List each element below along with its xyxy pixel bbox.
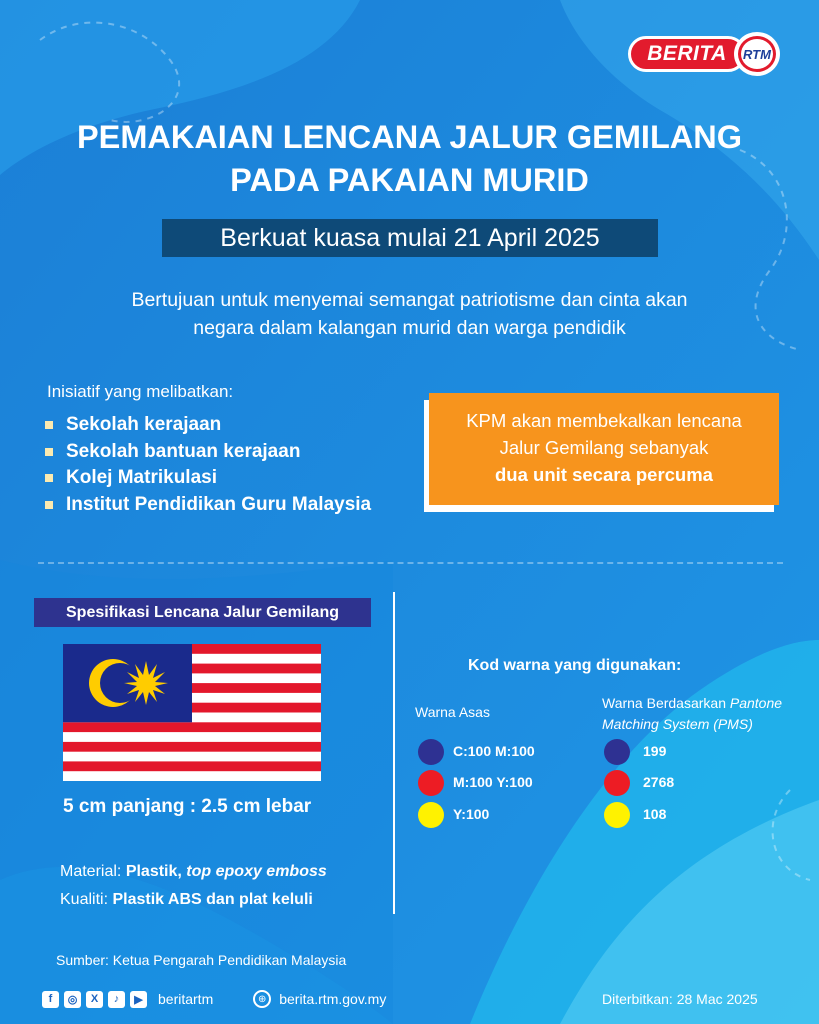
youtube-icon[interactable]: ▶ <box>130 991 147 1008</box>
source-text: Sumber: Ketua Pengarah Pendidikan Malaysia <box>56 952 347 968</box>
kpm-callout-box <box>429 393 779 505</box>
pms-color-label <box>602 693 802 735</box>
blue-swatch <box>418 739 444 765</box>
purpose-text <box>40 286 779 342</box>
list-item <box>40 439 371 466</box>
red-swatch <box>418 770 444 796</box>
quality-row <box>60 886 327 914</box>
pms-code-red: 2768 <box>643 774 675 790</box>
effective-date-bar: Berkuat kuasa mulai 21 April 2025 <box>162 219 658 257</box>
initiative-item-label: Sekolah bantuan kerajaan <box>66 440 301 462</box>
quality-label: Kualiti: <box>60 891 109 908</box>
rtm-logo-mark <box>734 32 780 76</box>
purpose-line-1: Bertujuan untuk menyemai semangat patriotisme dan cinta akan <box>131 289 688 311</box>
x-icon[interactable]: X <box>86 991 103 1008</box>
kpm-line-2: Jalur Gemilang sebanyak <box>499 437 709 458</box>
quality-value: Plastik ABS dan plat keluli <box>112 891 313 908</box>
purpose-line-2: negara dalam kalangan murid dan warga pendidik <box>193 317 626 339</box>
page-title <box>0 116 819 202</box>
instagram-icon[interactable]: ◎ <box>64 991 81 1008</box>
initiative-item-label: Institut Pendidikan Guru Malaysia <box>66 493 372 515</box>
list-item <box>40 465 371 492</box>
section-divider <box>38 562 783 564</box>
pms-code-yellow: 108 <box>643 806 667 822</box>
base-code-blue: C:100 M:100 <box>453 743 535 759</box>
published-date: Diterbitkan: 28 Mac 2025 <box>602 991 758 1007</box>
bullet-icon <box>45 421 53 429</box>
initiative-item-label: Kolej Matrikulasi <box>66 467 217 489</box>
material-quality <box>60 858 327 914</box>
social-handle[interactable]: beritartm <box>158 991 214 1007</box>
badge-dimensions: 5 cm panjang : 2.5 cm lebar <box>63 796 312 817</box>
list-item <box>40 492 371 519</box>
website-link[interactable]: berita.rtm.gov.my <box>279 991 387 1007</box>
pms-label-prefix: Warna Berdasarkan <box>602 695 726 711</box>
footer-social <box>42 989 386 1009</box>
tiktok-icon[interactable]: ♪ <box>108 991 125 1008</box>
bullet-icon <box>45 501 53 509</box>
pms-code-blue: 199 <box>643 743 667 759</box>
yellow-swatch <box>418 802 444 828</box>
material-row <box>60 858 327 886</box>
bullet-icon <box>45 448 53 456</box>
material-label: Material: <box>60 863 122 880</box>
yellow-pms-swatch <box>604 802 630 828</box>
malaysia-flag-icon <box>63 644 321 781</box>
spec-badge: Spesifikasi Lencana Jalur Gemilang <box>34 598 371 627</box>
pms-label-italic: Pantone Matching System (PMS) <box>602 695 783 732</box>
initiative-item-label: Sekolah kerajaan <box>66 414 222 436</box>
list-item <box>40 412 371 439</box>
logo-text: BERITA <box>628 36 746 72</box>
title-line-2: PADA PAKAIAN MURID <box>230 162 589 198</box>
red-pms-swatch <box>604 770 630 796</box>
color-code-heading: Kod warna yang digunakan: <box>468 657 682 674</box>
bullet-icon <box>45 474 53 482</box>
globe-icon: ⊕ <box>253 990 271 1008</box>
facebook-icon[interactable]: f <box>42 991 59 1008</box>
kpm-line-3 <box>429 461 779 488</box>
kpm-line-1: KPM akan membekalkan lencana <box>466 410 742 431</box>
berita-rtm-logo <box>628 32 784 76</box>
material-value: Plastik, <box>125 863 182 880</box>
column-divider <box>393 592 395 914</box>
initiative-list <box>40 412 371 518</box>
base-code-red: M:100 Y:100 <box>453 774 533 790</box>
title-line-1: PEMAKAIAN LENCANA JALUR GEMILANG <box>76 119 743 155</box>
blue-pms-swatch <box>604 739 630 765</box>
material-value-italic: top epoxy emboss <box>186 863 327 880</box>
base-code-yellow: Y:100 <box>453 806 490 822</box>
initiative-heading: Inisiatif yang melibatkan: <box>47 382 234 401</box>
kpm-line-3-bold: dua unit secara percuma <box>495 464 713 485</box>
base-color-label: Warna Asas <box>415 704 490 720</box>
rtm-logo-text: RTM <box>738 36 776 72</box>
